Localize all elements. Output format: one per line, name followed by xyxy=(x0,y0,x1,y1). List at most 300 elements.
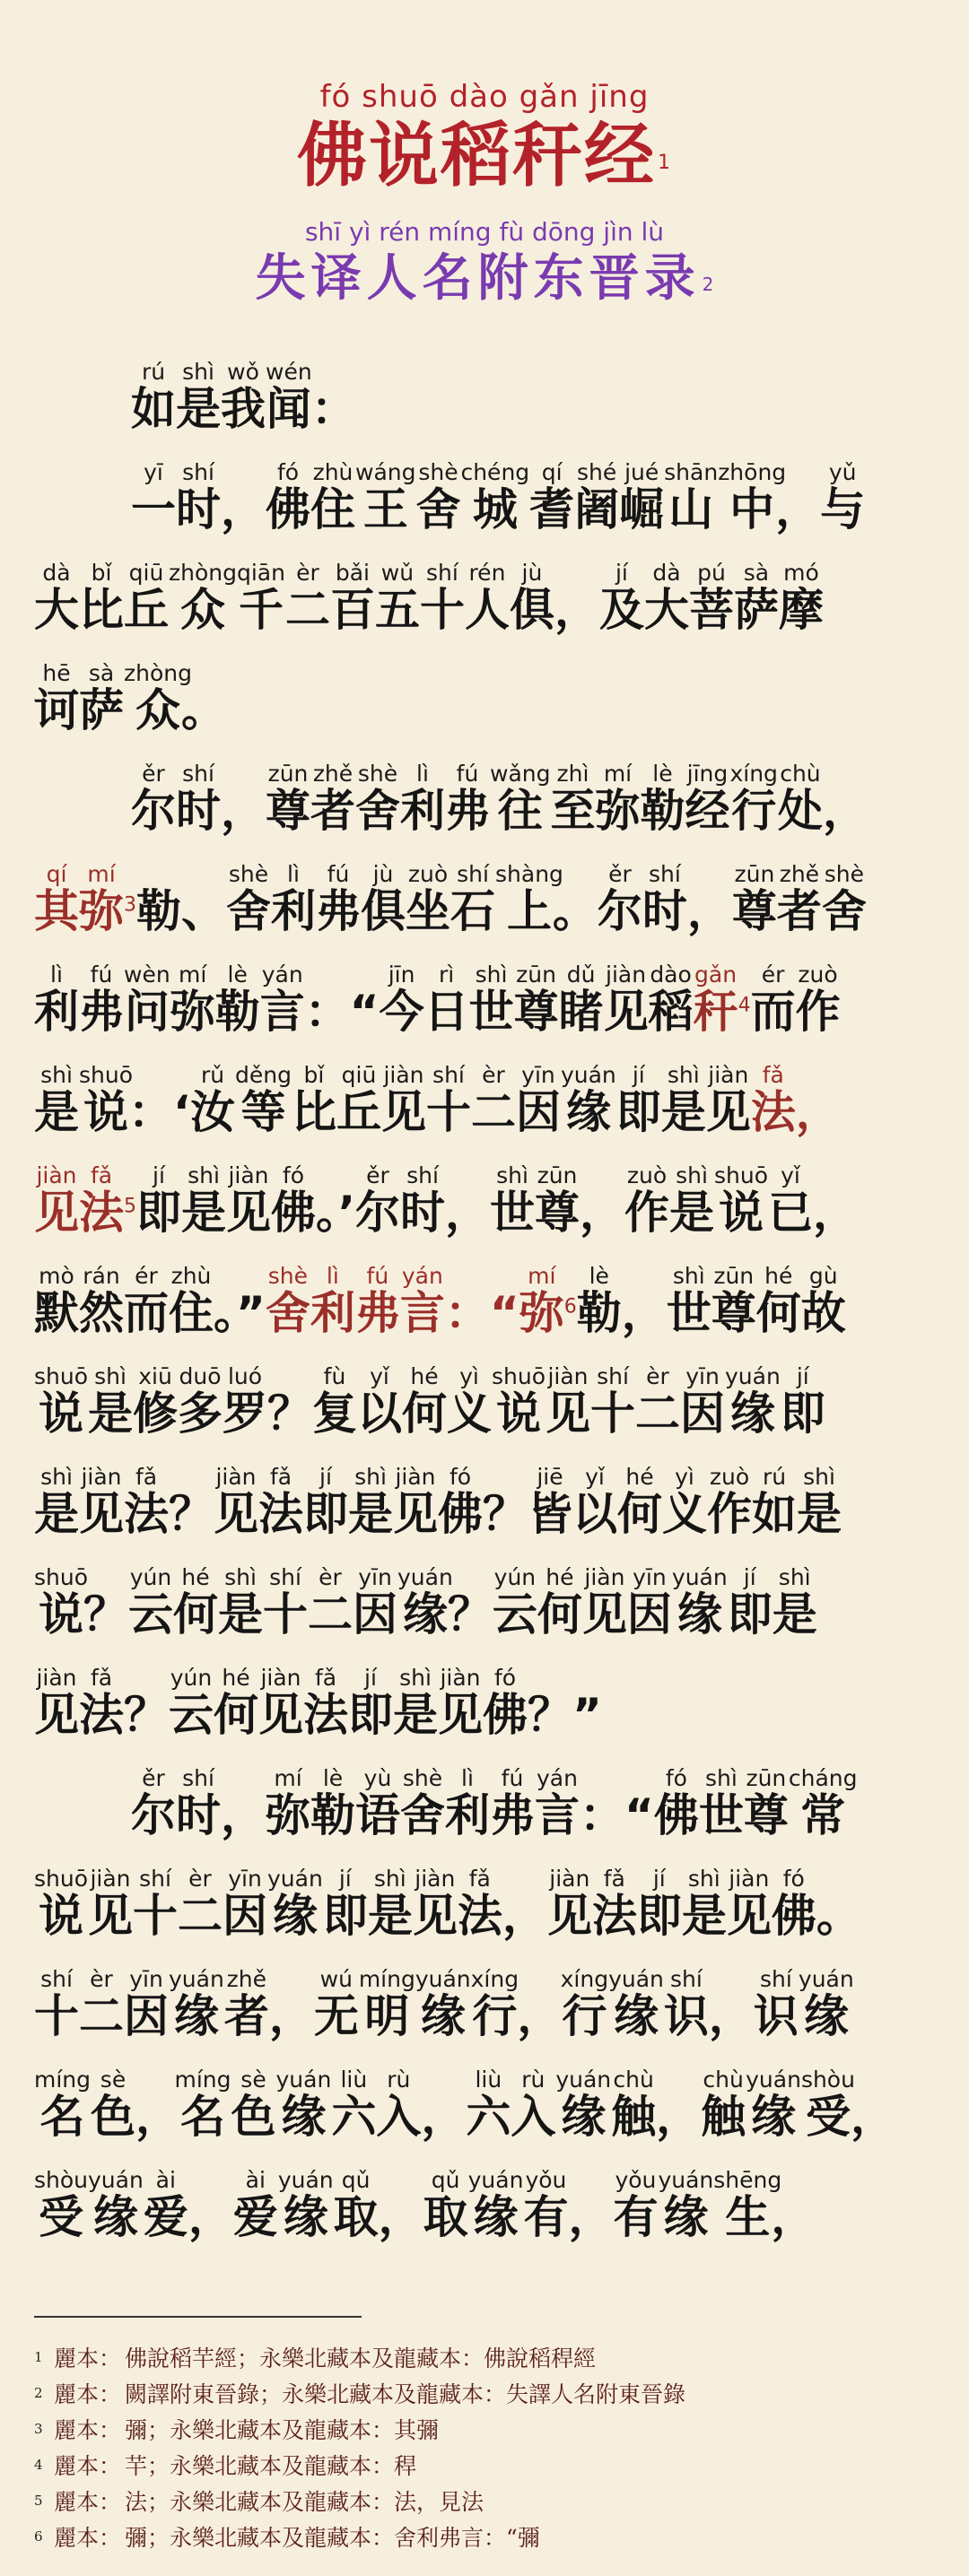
hanzi: 无 xyxy=(313,1990,359,2042)
pinyin: ài xyxy=(143,2167,188,2193)
hanzi: 见 xyxy=(546,1388,590,1440)
pinyin: yún xyxy=(169,1665,214,1691)
hanzi-with-pinyin xyxy=(333,2167,379,2243)
pinyin: ér xyxy=(750,962,796,988)
text-line xyxy=(34,1866,935,1966)
hanzi-with-pinyin xyxy=(259,962,305,1038)
hanzi-with-pinyin xyxy=(671,1564,728,1640)
hanzi: 阇 xyxy=(574,483,620,535)
hanzi-with-pinyin xyxy=(265,1263,310,1339)
hanzi: 而 xyxy=(124,1287,169,1339)
hanzi: 佛 xyxy=(653,1789,699,1841)
text-line xyxy=(34,1966,935,2067)
footnote-marker[interactable]: 5 xyxy=(124,1195,136,1218)
hanzi-with-pinyin xyxy=(777,761,823,837)
pinyin: yuán xyxy=(397,1564,453,1590)
hanzi-with-pinyin xyxy=(750,962,796,1038)
punctuation: ？ xyxy=(483,1488,528,1540)
hanzi-with-pinyin xyxy=(379,962,424,1038)
pinyin: yǔ xyxy=(820,459,866,485)
pinyin: lì xyxy=(310,1263,355,1289)
subtitle-footnote-marker[interactable]: 2 xyxy=(702,274,714,295)
hanzi-with-pinyin xyxy=(681,1866,727,1942)
punctuation: ， xyxy=(775,483,821,535)
hanzi-with-pinyin xyxy=(574,459,620,535)
hanzi: 见 xyxy=(79,1488,124,1540)
hanzi: 法 xyxy=(591,1890,637,1942)
hanzi: 我 xyxy=(221,383,266,435)
pinyin: shè xyxy=(400,1765,445,1791)
hanzi-with-pinyin xyxy=(34,2067,92,2143)
pinyin: jí xyxy=(636,1866,682,1892)
hanzi-with-pinyin xyxy=(701,2067,746,2143)
hanzi: 行 xyxy=(560,1990,609,2042)
hanzi-with-pinyin xyxy=(415,1966,471,2042)
pinyin: yǒu xyxy=(523,2167,569,2193)
pinyin: shè xyxy=(226,861,271,887)
hanzi-with-pinyin xyxy=(176,1765,221,1841)
pinyin: shè xyxy=(415,459,461,485)
hanzi-with-pinyin xyxy=(176,359,221,435)
punctuation: 、 xyxy=(181,885,226,937)
pinyin: rán xyxy=(79,1263,124,1289)
hanzi-with-pinyin xyxy=(34,1866,89,1942)
footnote-label: 麗本： xyxy=(54,2453,122,2479)
hanzi-with-pinyin xyxy=(133,1866,178,1942)
hanzi: 十 xyxy=(590,1388,635,1440)
hanzi-with-pinyin xyxy=(693,962,738,1038)
hanzi: 作 xyxy=(795,986,841,1038)
punctuation: ， xyxy=(378,2191,423,2243)
footnote-label: 麗本： xyxy=(54,2417,122,2443)
footnote-number: 5 xyxy=(34,2493,43,2509)
hanzi-with-pinyin xyxy=(457,1866,502,1942)
hanzi: 缘 xyxy=(415,1990,471,2042)
hanzi-with-pinyin xyxy=(519,1263,564,1339)
hanzi: 舍 xyxy=(821,885,867,937)
pinyin: qiū xyxy=(336,1062,381,1088)
hanzi: 是 xyxy=(660,1086,706,1138)
hanzi-with-pinyin xyxy=(669,1162,714,1239)
footnote-divider xyxy=(34,2316,362,2318)
hanzi-with-pinyin xyxy=(316,861,361,937)
pinyin: xiū xyxy=(133,1363,178,1389)
hanzi: 受 xyxy=(34,2191,88,2243)
hanzi-with-pinyin xyxy=(303,1464,348,1540)
footnote-marker[interactable]: 3 xyxy=(124,893,136,917)
pinyin: wú xyxy=(313,1966,359,1992)
hanzi-with-pinyin xyxy=(79,962,124,1038)
pinyin: jí xyxy=(348,1665,393,1691)
hanzi-with-pinyin xyxy=(546,1363,590,1440)
punctuation: ， xyxy=(554,584,599,636)
pinyin: xíng xyxy=(470,1966,519,1992)
hanzi-with-pinyin xyxy=(266,761,310,837)
hanzi: 佛 xyxy=(271,1187,316,1239)
punctuation: ， xyxy=(568,2191,614,2243)
hanzi: 萨 xyxy=(79,684,124,736)
hanzi-with-pinyin xyxy=(226,861,271,937)
hanzi-with-pinyin xyxy=(535,1162,580,1239)
pinyin: shí xyxy=(34,1966,79,1992)
pinyin: yì xyxy=(447,1363,492,1389)
hanzi-with-pinyin xyxy=(79,1464,124,1540)
pinyin: fú xyxy=(354,1263,400,1289)
pinyin: jīng xyxy=(685,761,730,787)
hanzi-with-pinyin xyxy=(546,1866,592,1942)
hanzi: 舍 xyxy=(355,785,400,837)
pinyin: hé xyxy=(537,1564,582,1590)
pinyin: shì xyxy=(772,1564,817,1590)
hanzi-with-pinyin xyxy=(34,2167,89,2243)
hanzi: 崛 xyxy=(619,483,665,535)
hanzi: 世 xyxy=(698,1789,744,1841)
pinyin: fǎ xyxy=(258,1464,303,1490)
hanzi: 缘 xyxy=(671,1588,728,1640)
hanzi-with-pinyin xyxy=(415,459,461,535)
punctuation: ， xyxy=(221,483,266,535)
pinyin: fù xyxy=(312,1363,357,1389)
hanzi: 法 xyxy=(457,1890,502,1942)
pinyin: shuō xyxy=(714,1162,769,1188)
pinyin: sà xyxy=(733,560,779,586)
pinyin: rù xyxy=(511,2067,556,2093)
title-footnote-marker[interactable]: 1 xyxy=(658,152,672,174)
hanzi: 比 xyxy=(79,584,124,636)
pinyin: mí xyxy=(519,1263,564,1289)
hanzi-with-pinyin xyxy=(223,1363,267,1440)
hanzi: 云 xyxy=(169,1689,214,1741)
pinyin: shì xyxy=(490,1162,535,1188)
punctuation: 。’ xyxy=(316,1187,355,1239)
footnote-label: 麗本： xyxy=(54,2345,122,2371)
pinyin: luó xyxy=(223,1363,267,1389)
footnote-text: 彌；永樂北藏本及龍藏本：其彌 xyxy=(125,2417,440,2443)
hanzi-with-pinyin xyxy=(535,1765,580,1841)
hanzi-with-pinyin xyxy=(91,2067,135,2143)
hanzi-with-pinyin xyxy=(595,761,641,837)
text-line xyxy=(34,1564,935,1665)
footnote-marker[interactable]: 4 xyxy=(738,994,751,1017)
hanzi: 见 xyxy=(393,1488,438,1540)
pinyin: shì xyxy=(797,1464,842,1490)
hanzi: 即 xyxy=(322,1890,368,1942)
pinyin: yuán xyxy=(275,2067,332,2093)
hanzi: 说 xyxy=(34,1388,88,1440)
pinyin: yuán xyxy=(671,1564,728,1590)
pinyin: jí xyxy=(727,1564,773,1590)
hanzi-with-pinyin xyxy=(523,2167,569,2243)
hanzi: 是 xyxy=(393,1689,438,1741)
hanzi: 言 xyxy=(399,1287,445,1339)
hanzi-with-pinyin xyxy=(464,560,510,636)
hanzi: 是 xyxy=(88,1388,133,1440)
hanzi-with-pinyin xyxy=(124,560,169,636)
hanzi-with-pinyin xyxy=(34,1263,79,1339)
hanzi-with-pinyin xyxy=(124,1464,169,1540)
pinyin: shuō xyxy=(79,1062,134,1088)
pinyin: yīn xyxy=(626,1564,672,1590)
text-line xyxy=(34,560,935,660)
pinyin: yán xyxy=(259,962,305,988)
hanzi-with-pinyin xyxy=(170,962,215,1038)
hanzi-with-pinyin xyxy=(581,1564,627,1640)
hanzi: 千 xyxy=(236,584,285,636)
punctuation: ， xyxy=(221,1789,266,1841)
hanzi-with-pinyin xyxy=(313,1966,359,2042)
pinyin: yuán xyxy=(88,2167,144,2193)
pinyin: ěr xyxy=(131,761,176,787)
hanzi: 说 xyxy=(34,1890,88,1942)
pinyin: zhě xyxy=(223,1966,269,1992)
punctuation: 。 xyxy=(816,1890,861,1942)
pinyin: bǐ xyxy=(79,560,124,586)
hanzi: 色 xyxy=(91,2091,135,2143)
pinyin: fú xyxy=(79,962,124,988)
hanzi-with-pinyin xyxy=(143,2167,188,2243)
hanzi: 缘 xyxy=(555,2091,612,2143)
hanzi-with-pinyin xyxy=(393,1665,438,1741)
pinyin: yīn xyxy=(515,1062,561,1088)
punctuation: 。 xyxy=(180,684,226,736)
hanzi: 时 xyxy=(176,483,221,535)
hanzi-with-pinyin xyxy=(34,1162,79,1239)
pinyin: jiàn xyxy=(88,1866,133,1892)
pinyin: yún xyxy=(128,1564,173,1590)
pinyin: shì xyxy=(218,1564,263,1590)
pinyin: ěr xyxy=(597,861,642,887)
hanzi-with-pinyin xyxy=(310,761,355,837)
pinyin: zūn xyxy=(266,761,310,787)
hanzi-with-pinyin xyxy=(223,1966,269,2042)
pinyin: yīn xyxy=(353,1564,397,1590)
hanzi-with-pinyin xyxy=(400,761,445,837)
text-line xyxy=(34,1765,935,1866)
hanzi-with-pinyin xyxy=(438,1665,483,1741)
hanzi: 与 xyxy=(820,483,866,535)
hanzi-with-pinyin xyxy=(468,962,514,1038)
hanzi: 尊 xyxy=(535,1187,580,1239)
pinyin: jù xyxy=(509,560,554,586)
hanzi-with-pinyin xyxy=(266,1765,310,1841)
pinyin: lì xyxy=(445,1765,490,1791)
pinyin: fú xyxy=(316,861,361,887)
footnote-text: 芉；永樂北藏本及龍藏本：稈 xyxy=(125,2453,417,2479)
hanzi: 弗 xyxy=(79,986,124,1038)
pinyin: jiàn xyxy=(581,1564,627,1590)
hanzi: 石 xyxy=(450,885,495,937)
hanzi-with-pinyin xyxy=(355,1765,400,1841)
punctuation: ？ xyxy=(83,1588,128,1640)
pinyin: shàng xyxy=(495,861,563,887)
hanzi-with-pinyin xyxy=(397,1564,453,1640)
pinyin: zūn xyxy=(513,962,559,988)
hanzi: 取 xyxy=(423,2191,468,2243)
pinyin: shì xyxy=(34,1062,79,1088)
hanzi: 名 xyxy=(34,2091,91,2143)
hanzi-with-pinyin xyxy=(746,2067,801,2143)
pinyin: fǎ xyxy=(79,1665,124,1691)
hanzi: 弗 xyxy=(490,1789,535,1841)
pinyin: zhù xyxy=(310,459,355,485)
pinyin: pú xyxy=(688,560,734,586)
pinyin: yīn xyxy=(223,1866,267,1892)
pinyin: chù xyxy=(777,761,823,787)
text-line xyxy=(34,660,935,761)
hanzi: 二 xyxy=(284,584,330,636)
hanzi-with-pinyin xyxy=(355,761,400,837)
hanzi-with-pinyin xyxy=(266,459,310,535)
hanzi-with-pinyin xyxy=(169,1263,214,1339)
pinyin: míng xyxy=(358,1966,415,1992)
hanzi-with-pinyin xyxy=(393,1464,438,1540)
hanzi: 弗 xyxy=(445,785,490,837)
hanzi-with-pinyin xyxy=(445,1765,490,1841)
hanzi-with-pinyin xyxy=(597,861,642,937)
pinyin: èr xyxy=(308,1564,353,1590)
hanzi: 罗 xyxy=(223,1388,267,1440)
title-text: 佛说稻秆经 xyxy=(296,116,656,196)
pinyin: fǎ xyxy=(303,1665,348,1691)
punctuation: ， xyxy=(517,1990,563,2042)
hanzi-with-pinyin xyxy=(124,1966,169,2042)
hanzi-with-pinyin xyxy=(34,1966,79,2042)
hanzi-with-pinyin xyxy=(131,359,176,435)
punctuation: ， xyxy=(580,1187,624,1239)
punctuation: ：‘ xyxy=(128,1086,190,1138)
hanzi: 六 xyxy=(466,2091,511,2143)
pinyin: míng xyxy=(174,2067,231,2093)
pinyin: jiàn xyxy=(34,1162,79,1188)
pinyin: èr xyxy=(284,560,330,586)
hanzi-with-pinyin xyxy=(236,560,285,636)
hanzi: 山 xyxy=(664,483,719,535)
pinyin: shì xyxy=(393,1665,438,1691)
page-title xyxy=(0,115,969,197)
hanzi-with-pinyin xyxy=(445,761,490,837)
pinyin: shēng xyxy=(713,2167,782,2193)
hanzi: 弗 xyxy=(354,1287,400,1339)
footnote-item xyxy=(34,2485,931,2520)
hanzi: 何 xyxy=(173,1588,218,1640)
hanzi: 俱 xyxy=(361,885,406,937)
pinyin: dà xyxy=(34,560,79,586)
hanzi-with-pinyin xyxy=(136,885,181,937)
punctuation: ， xyxy=(813,1187,858,1239)
pinyin: fó xyxy=(271,1162,316,1188)
hanzi: 色 xyxy=(231,2091,276,2143)
pinyin: shì xyxy=(468,962,514,988)
pinyin: xíng xyxy=(729,761,778,787)
pinyin: gù xyxy=(800,1263,846,1289)
pinyin: wǔ xyxy=(374,560,420,586)
hanzi: 常 xyxy=(788,1789,858,1841)
hanzi-with-pinyin xyxy=(88,2167,144,2243)
hanzi-with-pinyin xyxy=(258,1464,303,1540)
pinyin: zhì xyxy=(550,761,596,787)
hanzi-with-pinyin xyxy=(492,1363,546,1440)
pinyin: zhòng xyxy=(124,660,192,686)
hanzi: 而 xyxy=(750,986,796,1038)
pinyin: shè xyxy=(821,861,867,887)
hanzi: 入 xyxy=(376,2091,422,2143)
pinyin: lè xyxy=(576,1263,622,1289)
hanzi-with-pinyin xyxy=(509,560,554,636)
hanzi-with-pinyin xyxy=(79,1966,124,2042)
hanzi: 爱 xyxy=(143,2191,188,2243)
hanzi: 言 xyxy=(535,1789,580,1841)
hanzi: 缘 xyxy=(397,1588,453,1640)
hanzi-with-pinyin xyxy=(258,1665,303,1741)
hanzi-with-pinyin xyxy=(271,861,316,937)
hanzi-with-pinyin xyxy=(780,1363,825,1440)
hanzi-with-pinyin xyxy=(221,359,266,435)
punctuation: ？ xyxy=(267,1388,312,1440)
hanzi: 舍 xyxy=(265,1287,310,1339)
hanzi-with-pinyin xyxy=(176,761,221,837)
hanzi-with-pinyin xyxy=(515,1062,561,1138)
footnote-number: 2 xyxy=(34,2385,43,2401)
hanzi: 见 xyxy=(214,1488,258,1540)
hanzi: 见 xyxy=(726,1890,772,1942)
hanzi-with-pinyin xyxy=(615,1062,661,1138)
hanzi: 尊 xyxy=(266,785,310,837)
hanzi-with-pinyin xyxy=(664,459,719,535)
hanzi: 是 xyxy=(34,1086,79,1138)
footnote-marker[interactable]: 6 xyxy=(563,1295,577,1318)
hanzi: 等 xyxy=(235,1086,292,1138)
pinyin: jiàn xyxy=(226,1162,271,1188)
hanzi-with-pinyin xyxy=(355,1162,400,1239)
hanzi-with-pinyin xyxy=(698,1765,744,1841)
pinyin: yuán xyxy=(415,1966,471,1992)
hanzi: 语 xyxy=(355,1789,400,1841)
hanzi: 义 xyxy=(662,1488,707,1540)
pinyin: shì xyxy=(666,1263,711,1289)
pinyin: yǐ xyxy=(357,1363,402,1389)
hanzi-with-pinyin xyxy=(727,1564,773,1640)
hanzi: 是 xyxy=(669,1187,714,1239)
hanzi-with-pinyin xyxy=(591,1866,637,1942)
text-line xyxy=(34,861,935,962)
hanzi-with-pinyin xyxy=(181,1162,226,1239)
pinyin: qí xyxy=(529,459,575,485)
footnote-text: 法；永樂北藏本及龍藏本：法，見法 xyxy=(125,2489,484,2515)
hanzi: 时 xyxy=(176,1789,221,1841)
punctuation: ， xyxy=(268,1990,314,2042)
hanzi-with-pinyin xyxy=(136,1162,181,1239)
text-line xyxy=(34,761,935,861)
hanzi: 二 xyxy=(178,1890,223,1942)
hanzi-with-pinyin xyxy=(226,1162,271,1239)
hanzi-with-pinyin xyxy=(79,560,124,636)
hanzi: 舍 xyxy=(400,1789,445,1841)
pinyin: jí xyxy=(303,1464,348,1490)
pinyin: fǎ xyxy=(457,1866,502,1892)
hanzi: 其 xyxy=(34,885,79,937)
hanzi: 大 xyxy=(34,584,79,636)
pinyin: hé xyxy=(617,1464,662,1490)
hanzi: 日 xyxy=(423,986,469,1038)
pinyin: jí xyxy=(780,1363,825,1389)
pinyin: mí xyxy=(595,761,641,787)
pinyin: yǐ xyxy=(572,1464,617,1490)
pinyin: yǒu xyxy=(613,2167,659,2193)
hanzi-with-pinyin xyxy=(271,1162,316,1239)
hanzi: 法 xyxy=(79,1689,124,1741)
hanzi: 萨 xyxy=(733,584,779,636)
hanzi: 受 xyxy=(800,2091,855,2143)
